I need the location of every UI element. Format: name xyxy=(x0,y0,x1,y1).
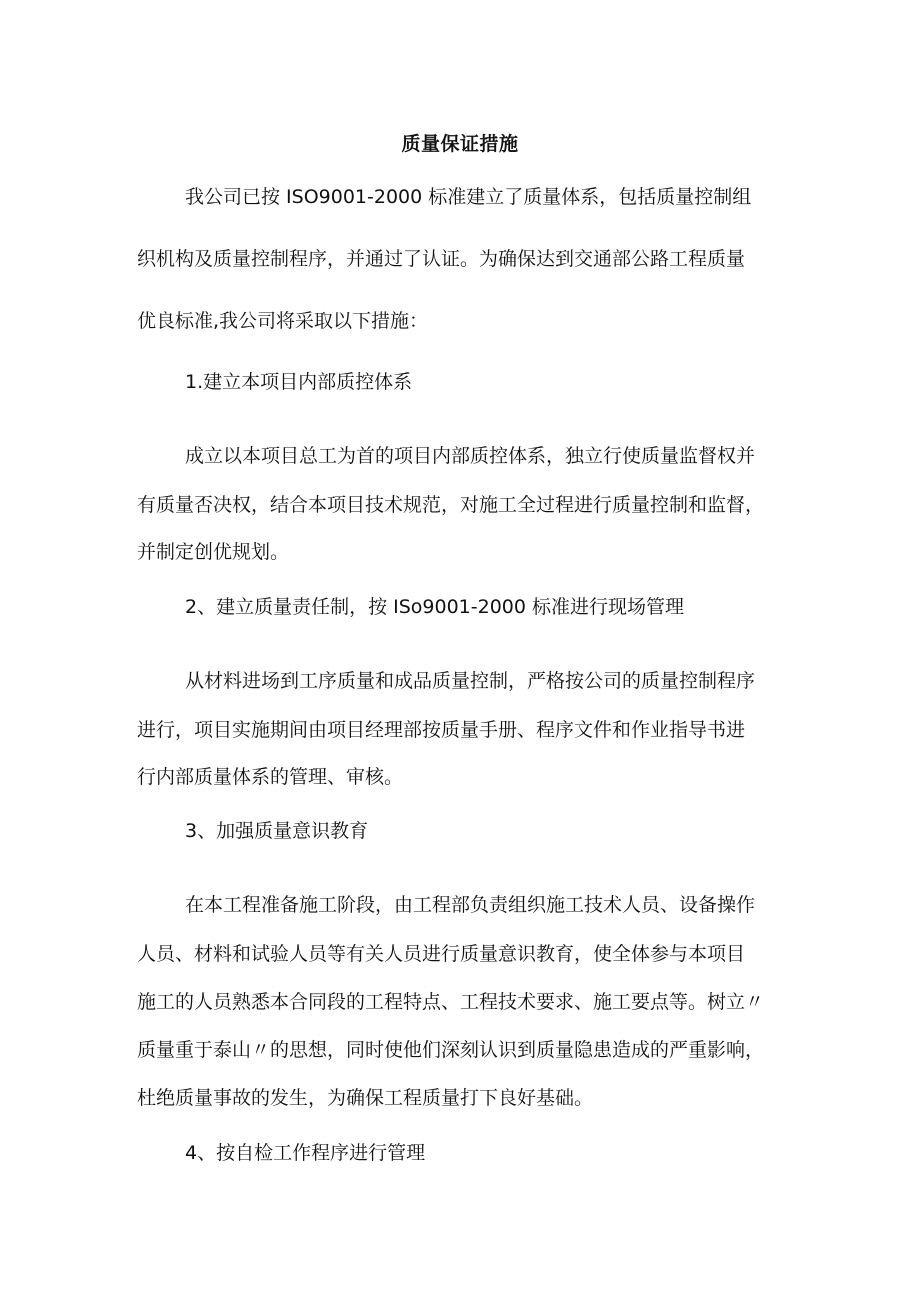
section-heading-2: 2、建立质量责任制，按 ISo9001-2000 标准进行现场管理 xyxy=(185,596,685,618)
paragraph-intro-line-3: 优良标准,我公司将采取以下措施： xyxy=(137,310,429,332)
section-3-line-2: 人员、材料和试验人员等有关人员进行质量意识教育，使全体参与本项目 xyxy=(137,943,746,965)
section-3-line-1: 在本工程准备施工阶段，由工程部负责组织施工技术人员、设备操作 xyxy=(185,894,756,916)
section-1-line-2: 有质量否决权，结合本项目技术规范，对施工全过程进行质量控制和监督， xyxy=(137,494,765,516)
paragraph-intro-line-2: 织机构及质量控制程序，并通过了认证。为确保达到交通部公路工程质量 xyxy=(137,248,746,270)
paragraph-intro-line-1: 我公司已按 ISO9001-2000 标准建立了质量体系，包括质量控制组 xyxy=(185,186,752,208)
section-heading-3: 3、加强质量意识教育 xyxy=(185,820,369,842)
section-3-line-4: 质量重于泰山〃的思想，同时使他们深刻认识到质量隐患造成的严重影响， xyxy=(137,1039,765,1061)
section-heading-1: 1.建立本项目内部质控体系 xyxy=(185,371,413,393)
section-2-line-1: 从材料进场到工序质量和成品质量控制，严格按公司的质量控制程序 xyxy=(185,670,756,692)
section-1-line-3: 并制定创优规划。 xyxy=(137,541,290,563)
document-title: 质量保证措施 xyxy=(401,133,519,155)
section-1-line-1: 成立以本项目总工为首的项目内部质控体系，独立行使质量监督权并 xyxy=(185,445,756,467)
section-2-line-2: 进行，项目实施期间由项目经理部按质量手册、程序文件和作业指导书进 xyxy=(137,719,746,741)
section-3-line-5: 杜绝质量事故的发生，为确保工程质量打下良好基础。 xyxy=(137,1087,594,1109)
section-2-line-3: 行内部质量体系的管理、审核。 xyxy=(137,766,404,788)
section-heading-4: 4、按自检工作程序进行管理 xyxy=(185,1142,426,1164)
section-3-line-3: 施工的人员熟悉本合同段的工程特点、工程技术要求、施工要点等。树立〃 xyxy=(137,991,765,1013)
